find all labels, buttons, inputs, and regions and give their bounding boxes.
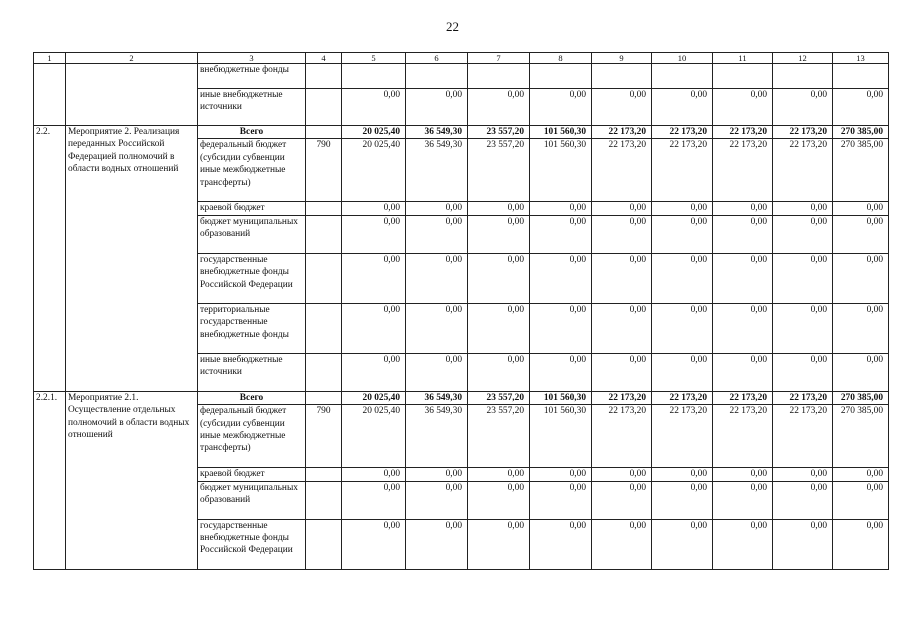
value-cell: 0,00 [773,303,833,353]
value-cell: 0,00 [468,303,530,353]
value-cell: 0,00 [530,253,592,303]
column-number-cell: 10 [652,53,713,64]
value-cell: 22 173,20 [773,139,833,202]
code-cell [306,303,342,353]
value-cell: 20 025,40 [342,126,406,139]
funding-source-cell: иные внебюджетные источники [198,353,306,391]
value-cell: 0,00 [713,253,773,303]
value-cell [592,64,652,89]
column-number-cell: 7 [468,53,530,64]
value-cell: 22 173,20 [773,405,833,468]
funding-source-cell: краевой бюджет [198,202,306,215]
value-cell: 0,00 [833,481,889,519]
table-row [34,126,889,139]
funding-source-cell: государственные внебюджетные фонды Российской Федерации [198,519,306,569]
value-cell: 0,00 [592,519,652,569]
value-cell: 0,00 [406,215,468,253]
value-cell: 0,00 [468,481,530,519]
value-cell: 0,00 [468,468,530,481]
funding-source-cell: Всего [198,126,306,139]
value-cell: 0,00 [592,253,652,303]
value-cell: 0,00 [652,353,713,391]
value-cell: 0,00 [530,353,592,391]
code-cell [306,202,342,215]
value-cell: 0,00 [592,353,652,391]
value-cell: 0,00 [406,253,468,303]
value-cell: 0,00 [342,468,406,481]
value-cell: 0,00 [592,303,652,353]
value-cell [652,64,713,89]
value-cell: 0,00 [406,353,468,391]
value-cell: 22 173,20 [592,391,652,404]
value-cell: 0,00 [530,481,592,519]
value-cell: 101 560,30 [530,405,592,468]
table-row [34,391,889,404]
value-cell: 0,00 [530,303,592,353]
code-cell [306,468,342,481]
value-cell: 0,00 [342,89,406,126]
value-cell: 23 557,20 [468,405,530,468]
column-number-cell: 9 [592,53,652,64]
value-cell: 22 173,20 [773,126,833,139]
value-cell: 0,00 [833,468,889,481]
funding-source-cell: бюджет муниципальных образований [198,481,306,519]
value-cell: 0,00 [468,202,530,215]
item-title-cell: Мероприятие 2. Реализация переданных Российской Федерацией полномочий в области водных отношений [66,126,198,392]
value-cell: 36 549,30 [406,139,468,202]
funding-source-cell: иные внебюджетные источники [198,89,306,126]
column-number-cell: 1 [34,53,66,64]
funding-source-cell: территориальные государственные внебюджетные фонды [198,303,306,353]
value-cell: 270 385,00 [833,405,889,468]
item-number-cell: 2.2.1. [34,391,66,569]
value-cell [833,64,889,89]
value-cell: 0,00 [833,519,889,569]
value-cell: 0,00 [713,202,773,215]
code-cell [306,353,342,391]
value-cell: 0,00 [773,89,833,126]
value-cell: 0,00 [773,519,833,569]
code-cell: 790 [306,405,342,468]
value-cell: 0,00 [833,253,889,303]
value-cell: 0,00 [342,253,406,303]
value-cell: 0,00 [530,89,592,126]
value-cell: 0,00 [342,215,406,253]
value-cell: 23 557,20 [468,126,530,139]
value-cell: 0,00 [713,519,773,569]
value-cell: 0,00 [592,468,652,481]
value-cell: 0,00 [833,353,889,391]
code-cell [306,215,342,253]
value-cell: 36 549,30 [406,126,468,139]
value-cell: 0,00 [530,202,592,215]
item-number-cell [34,64,66,126]
value-cell: 0,00 [530,519,592,569]
value-cell: 22 173,20 [592,126,652,139]
funding-source-cell: федеральный бюджет (субсидии субвенции иные межбюджетные трансферты) [198,405,306,468]
value-cell: 0,00 [833,303,889,353]
value-cell: 0,00 [833,202,889,215]
value-cell: 0,00 [530,468,592,481]
value-cell: 0,00 [592,481,652,519]
value-cell: 0,00 [713,215,773,253]
value-cell: 270 385,00 [833,126,889,139]
page-number: 22 [446,19,459,34]
value-cell: 0,00 [406,89,468,126]
code-cell [306,89,342,126]
value-cell: 0,00 [713,481,773,519]
value-cell: 22 173,20 [652,391,713,404]
value-cell: 0,00 [773,202,833,215]
code-cell [306,253,342,303]
value-cell: 0,00 [773,481,833,519]
value-cell: 22 173,20 [652,405,713,468]
value-cell: 0,00 [833,89,889,126]
value-cell: 0,00 [773,468,833,481]
value-cell: 0,00 [406,519,468,569]
value-cell: 0,00 [342,353,406,391]
value-cell [530,64,592,89]
value-cell: 0,00 [406,468,468,481]
code-cell [306,481,342,519]
value-cell: 0,00 [652,303,713,353]
value-cell: 0,00 [652,202,713,215]
value-cell: 20 025,40 [342,139,406,202]
budget-table [33,52,889,570]
value-cell: 22 173,20 [652,139,713,202]
value-cell: 0,00 [406,481,468,519]
item-title-cell [66,64,198,126]
value-cell: 0,00 [833,215,889,253]
value-cell: 36 549,30 [406,391,468,404]
value-cell: 20 025,40 [342,391,406,404]
value-cell: 0,00 [406,202,468,215]
value-cell: 0,00 [530,215,592,253]
value-cell: 101 560,30 [530,139,592,202]
value-cell [468,64,530,89]
column-number-cell: 3 [198,53,306,64]
column-number-cell: 8 [530,53,592,64]
value-cell: 22 173,20 [652,126,713,139]
value-cell: 0,00 [652,215,713,253]
value-cell: 0,00 [652,89,713,126]
value-cell: 0,00 [468,215,530,253]
value-cell [773,64,833,89]
value-cell: 0,00 [342,481,406,519]
value-cell: 0,00 [592,89,652,126]
column-number-cell: 2 [66,53,198,64]
value-cell: 0,00 [468,353,530,391]
value-cell: 36 549,30 [406,405,468,468]
value-cell: 22 173,20 [592,139,652,202]
column-number-cell: 11 [713,53,773,64]
funding-source-cell: Всего [198,391,306,404]
value-cell: 0,00 [652,481,713,519]
value-cell: 0,00 [342,303,406,353]
value-cell: 0,00 [342,202,406,215]
value-cell: 0,00 [652,468,713,481]
column-number-cell: 13 [833,53,889,64]
code-cell [306,391,342,404]
table-row [34,64,889,89]
value-cell: 0,00 [468,89,530,126]
code-cell: 790 [306,139,342,202]
funding-source-cell: государственные внебюджетные фонды Российской Федерации [198,253,306,303]
value-cell: 0,00 [406,303,468,353]
column-number-cell: 5 [342,53,406,64]
value-cell: 22 173,20 [773,391,833,404]
value-cell: 22 173,20 [713,391,773,404]
value-cell: 0,00 [713,353,773,391]
column-number-cell: 12 [773,53,833,64]
value-cell: 0,00 [592,215,652,253]
table-body [34,53,889,570]
value-cell: 0,00 [592,202,652,215]
funding-source-cell: федеральный бюджет (субсидии субвенции иные межбюджетные трансферты) [198,139,306,202]
funding-source-cell: бюджет муниципальных образований [198,215,306,253]
value-cell: 23 557,20 [468,139,530,202]
value-cell: 0,00 [713,468,773,481]
value-cell: 0,00 [773,353,833,391]
value-cell: 22 173,20 [592,405,652,468]
code-cell [306,126,342,139]
code-cell [306,519,342,569]
value-cell: 0,00 [468,253,530,303]
value-cell [713,64,773,89]
value-cell: 0,00 [342,519,406,569]
value-cell: 22 173,20 [713,126,773,139]
column-number-cell: 6 [406,53,468,64]
value-cell: 0,00 [468,519,530,569]
value-cell: 22 173,20 [713,139,773,202]
value-cell: 0,00 [773,215,833,253]
value-cell: 0,00 [713,89,773,126]
value-cell: 0,00 [652,253,713,303]
code-cell [306,64,342,89]
value-cell: 0,00 [713,303,773,353]
value-cell [406,64,468,89]
value-cell: 101 560,30 [530,126,592,139]
value-cell: 270 385,00 [833,139,889,202]
value-cell: 270 385,00 [833,391,889,404]
value-cell: 101 560,30 [530,391,592,404]
funding-source-cell: краевой бюджет [198,468,306,481]
value-cell [342,64,406,89]
column-number-row [34,53,889,64]
value-cell: 0,00 [773,253,833,303]
value-cell: 0,00 [652,519,713,569]
item-number-cell: 2.2. [34,126,66,392]
funding-source-cell: внебюджетные фонды [198,64,306,89]
value-cell: 23 557,20 [468,391,530,404]
value-cell: 22 173,20 [713,405,773,468]
value-cell: 20 025,40 [342,405,406,468]
item-title-cell: Мероприятие 2.1. Осуществление отдельных полномочий в области водных отношений [66,391,198,569]
column-number-cell: 4 [306,53,342,64]
